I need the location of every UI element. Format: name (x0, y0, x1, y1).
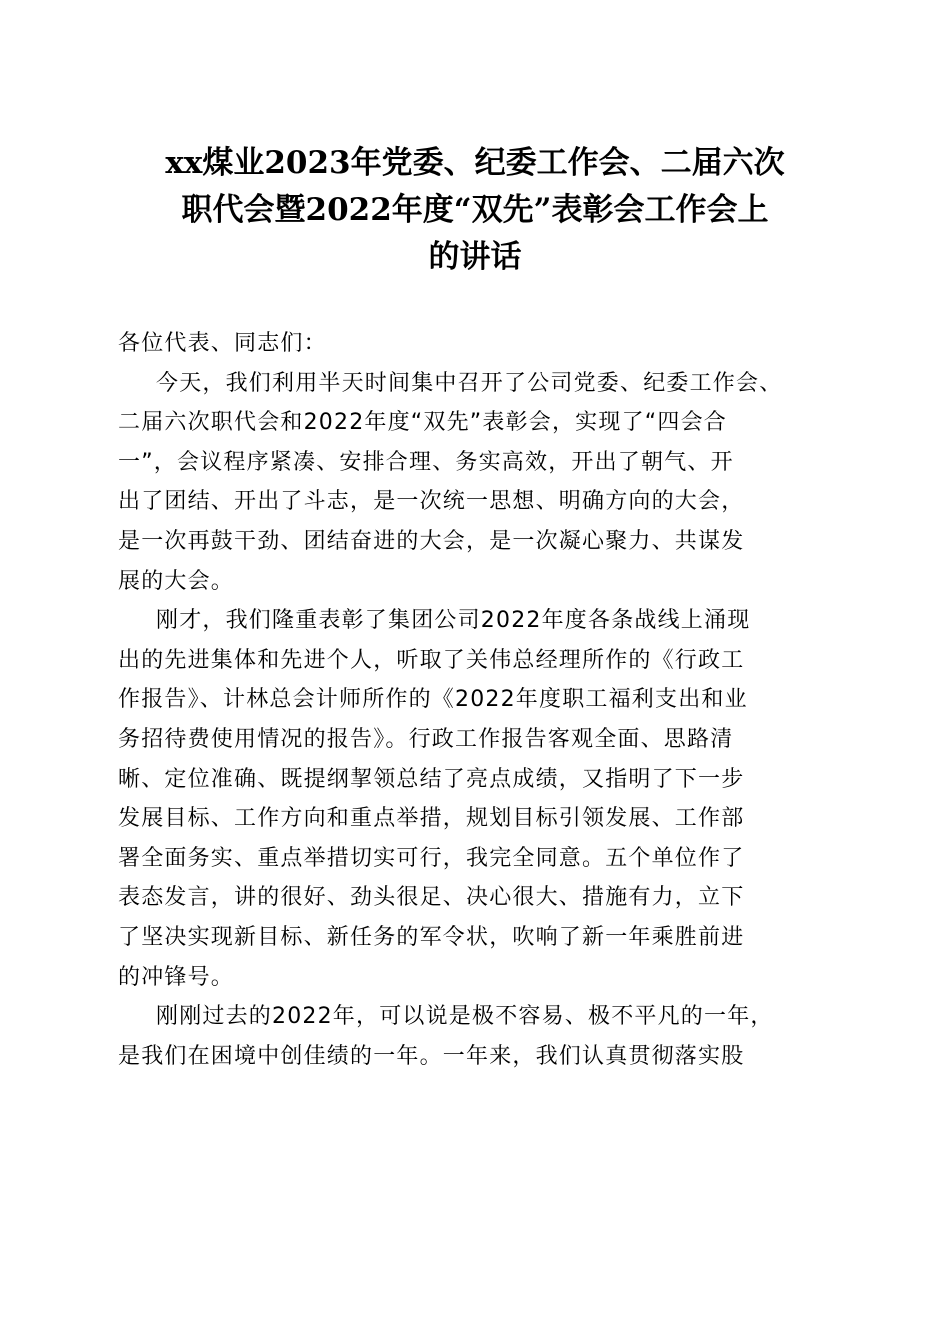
paragraph-line: 二届六次职代会和2022年度“双先”表彰会，实现了“四会合 (118, 410, 727, 436)
document-title (100, 140, 850, 281)
paragraph-line: 出的先进集体和先进个人，听取了关伟总经理所作的《行政工 (118, 647, 745, 673)
paragraph-line: 表态发言，讲的很好、劲头很足、决心很大、措施有力，立下 (118, 885, 745, 911)
title-line: 的讲话 (428, 239, 522, 275)
paragraph-line: 一”，会议程序紧凑、安排合理、务实高效，开出了朝气、开 (118, 449, 734, 475)
document-body (118, 324, 848, 1076)
paragraph-line: 作报告》、计林总会计师所作的《2022年度职工福利支出和业 (118, 687, 748, 713)
paragraph-line: 发展目标、工作方向和重点举措，规划目标引领发展、工作部 (118, 806, 745, 832)
salutation: 各位代表、同志们： (118, 331, 327, 356)
paragraph-line: 展的大会。 (118, 568, 235, 594)
paragraph-line: 刚刚过去的2022年，可以说是极不容易、极不平凡的一年， (156, 1004, 774, 1030)
title-line: 职代会暨2022年度“双先”表彰会工作会上 (181, 192, 769, 228)
paragraph-line: 是一次再鼓干劲、团结奋进的大会，是一次凝心聚力、共谋发 (118, 528, 745, 554)
paragraph-line: 今天，我们利用半天时间集中召开了公司党委、纪委工作会、 (156, 370, 783, 396)
paragraph-line: 是我们在困境中创佳绩的一年。一年来，我们认真贯彻落实股 (118, 1043, 745, 1069)
paragraph-line: 出了团结、开出了斗志，是一次统一思想、明确方向的大会， (118, 489, 745, 515)
paragraph-line: 的冲锋号。 (118, 964, 235, 990)
paragraph-line: 刚才，我们隆重表彰了集团公司2022年度各条战线上涌现 (156, 608, 751, 634)
paragraph-line: 了坚决实现新目标、新任务的军令状，吹响了新一年乘胜前进 (118, 924, 745, 950)
paragraph-line: 晰、定位准确、既提纲挈领总结了亮点成绩，又指明了下一步 (118, 766, 745, 792)
paragraph-commendation (118, 601, 848, 997)
paragraph-line: 署全面务实、重点举措切实可行，我完全同意。五个单位作了 (118, 845, 745, 871)
paragraph-line: 务招待费使用情况的报告》。行政工作报告客观全面、思路清 (118, 726, 734, 752)
paragraph-opening (118, 364, 848, 602)
paragraph-review-2022 (118, 997, 848, 1076)
title-line: xx煤业2023年党委、纪委工作会、二届六次 (165, 145, 785, 181)
